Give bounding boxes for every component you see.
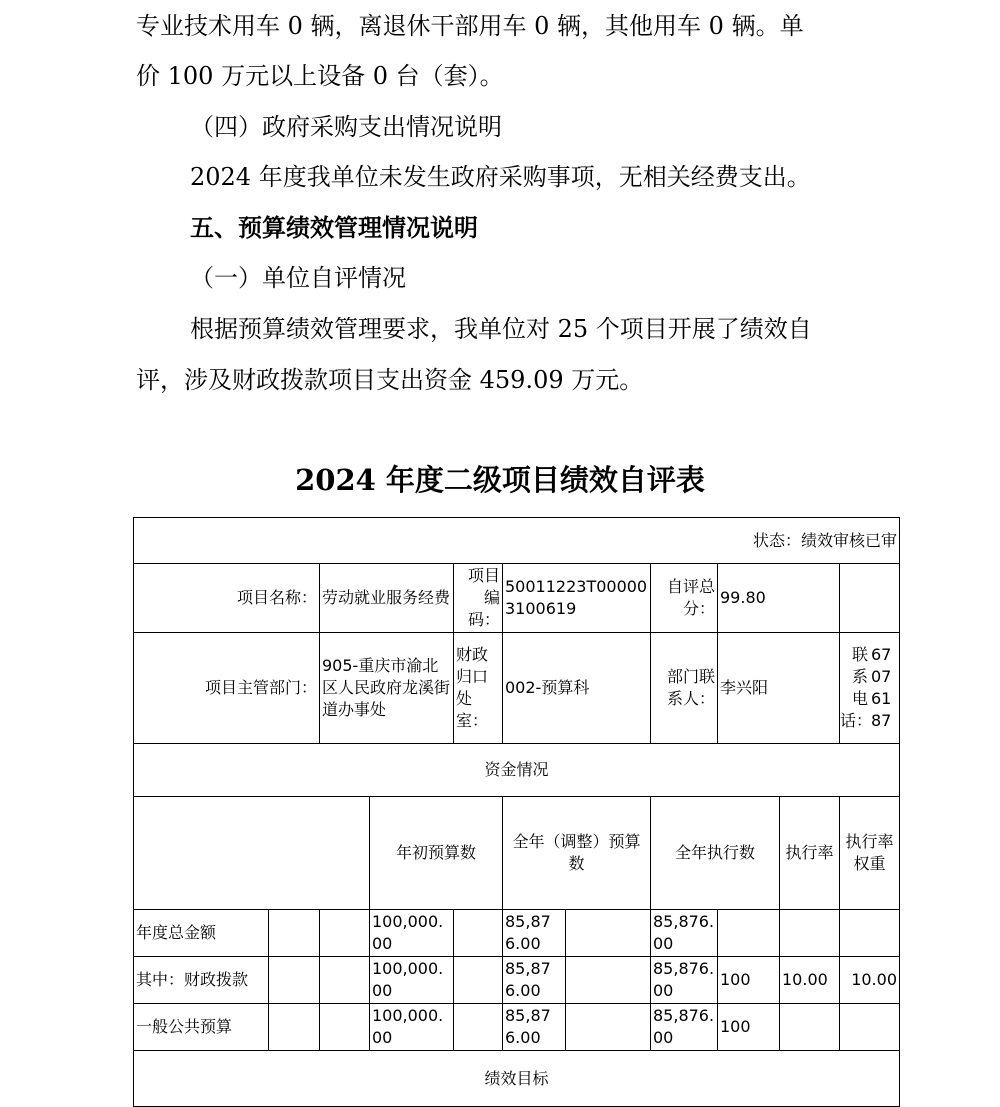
subheading-self-eval: （一）单位自评情况	[190, 264, 406, 292]
empty-cell	[566, 957, 651, 1004]
self-eval-table	[133, 517, 900, 1107]
fund-adjusted: 85,876.00	[503, 957, 566, 1004]
fund-executed: 85,876.00	[651, 910, 718, 957]
empty-cell	[269, 910, 320, 957]
total-score-label: 自评总分：	[651, 564, 718, 633]
fund-initial: 100,000.00	[370, 910, 454, 957]
phone-label: 联系电话：	[840, 645, 873, 730]
col-exec-rate: 执行率	[780, 797, 840, 910]
contact-value: 李兴阳	[718, 633, 840, 744]
empty-cell	[566, 1004, 651, 1051]
fund-score	[840, 1004, 900, 1051]
paragraph-line: 根据预算绩效管理要求，我单位对 25 个项目开展了绩效自	[190, 315, 812, 343]
fund-initial: 100,000.00	[370, 1004, 454, 1051]
fund-weight	[780, 910, 840, 957]
empty-cell	[454, 1004, 503, 1051]
dept-value: 905-重庆市渝北区人民政府龙溪街道办事处	[320, 633, 454, 744]
fund-adjusted: 85,876.00	[503, 910, 566, 957]
empty-cell	[454, 910, 503, 957]
project-name-label: 项目名称：	[134, 564, 320, 633]
funds-section-header: 资金情况	[134, 744, 900, 797]
project-code-label: 项目编码：	[454, 564, 503, 633]
empty-cell	[269, 957, 320, 1004]
office-value: 002-预算科	[503, 633, 651, 744]
empty-cell	[320, 1004, 370, 1051]
project-code-value: 50011223T000003100619	[503, 564, 651, 633]
status-badge: 状态：绩效审核已审	[134, 518, 900, 564]
phone-cell	[840, 633, 900, 744]
fund-rate: 100	[718, 957, 780, 1004]
fund-executed: 85,876.00	[651, 1004, 718, 1051]
fund-score: 10.00	[840, 957, 900, 1004]
total-score-value: 99.80	[718, 564, 840, 633]
section-heading: 五、预算绩效管理情况说明	[190, 214, 478, 242]
fund-adjusted: 85,876.00	[503, 1004, 566, 1051]
empty-cell	[840, 564, 900, 633]
fund-row-label: 年度总金额	[134, 910, 269, 957]
fund-row-label: 其中：财政拨款	[134, 957, 269, 1004]
project-name-value: 劳动就业服务经费	[320, 564, 454, 633]
table-title: 2024 年度二级项目绩效自评表	[295, 463, 705, 497]
paragraph-line: 2024 年度我单位未发生政府采购事项，无相关经费支出。	[190, 163, 811, 191]
fund-row-label: 一般公共预算	[134, 1004, 269, 1051]
empty-cell	[566, 910, 651, 957]
fund-score	[840, 910, 900, 957]
empty-cell	[320, 957, 370, 1004]
goals-section-header: 绩效目标	[134, 1051, 900, 1107]
fund-initial: 100,000.00	[370, 957, 454, 1004]
dept-label: 项目主管部门：	[134, 633, 320, 744]
contact-label: 部门联系人：	[651, 633, 718, 744]
paragraph-line: 评，涉及财政拨款项目支出资金 459.09 万元。	[136, 366, 644, 394]
empty-cell	[269, 1004, 320, 1051]
empty-cell	[454, 957, 503, 1004]
empty-cell	[134, 797, 370, 910]
office-label: 财政归口处室：	[454, 633, 503, 744]
fund-rate	[718, 910, 780, 957]
paragraph-line: 专业技术用车 0 辆，离退休干部用车 0 辆，其他用车 0 辆。单	[136, 12, 804, 40]
col-initial-budget: 年初预算数	[370, 797, 503, 910]
phone-value: 67076187	[871, 645, 892, 730]
subheading-procurement: （四）政府采购支出情况说明	[190, 113, 502, 141]
empty-cell	[320, 910, 370, 957]
col-adjusted-budget: 全年（调整）预算数	[503, 797, 651, 910]
fund-weight: 10.00	[780, 957, 840, 1004]
col-executed: 全年执行数	[651, 797, 780, 910]
fund-weight	[780, 1004, 840, 1051]
paragraph-line: 价 100 万元以上设备 0 台（套）。	[136, 62, 504, 90]
fund-executed: 85,876.00	[651, 957, 718, 1004]
fund-rate: 100	[718, 1004, 780, 1051]
col-rate-weight: 执行率权重	[840, 797, 900, 910]
